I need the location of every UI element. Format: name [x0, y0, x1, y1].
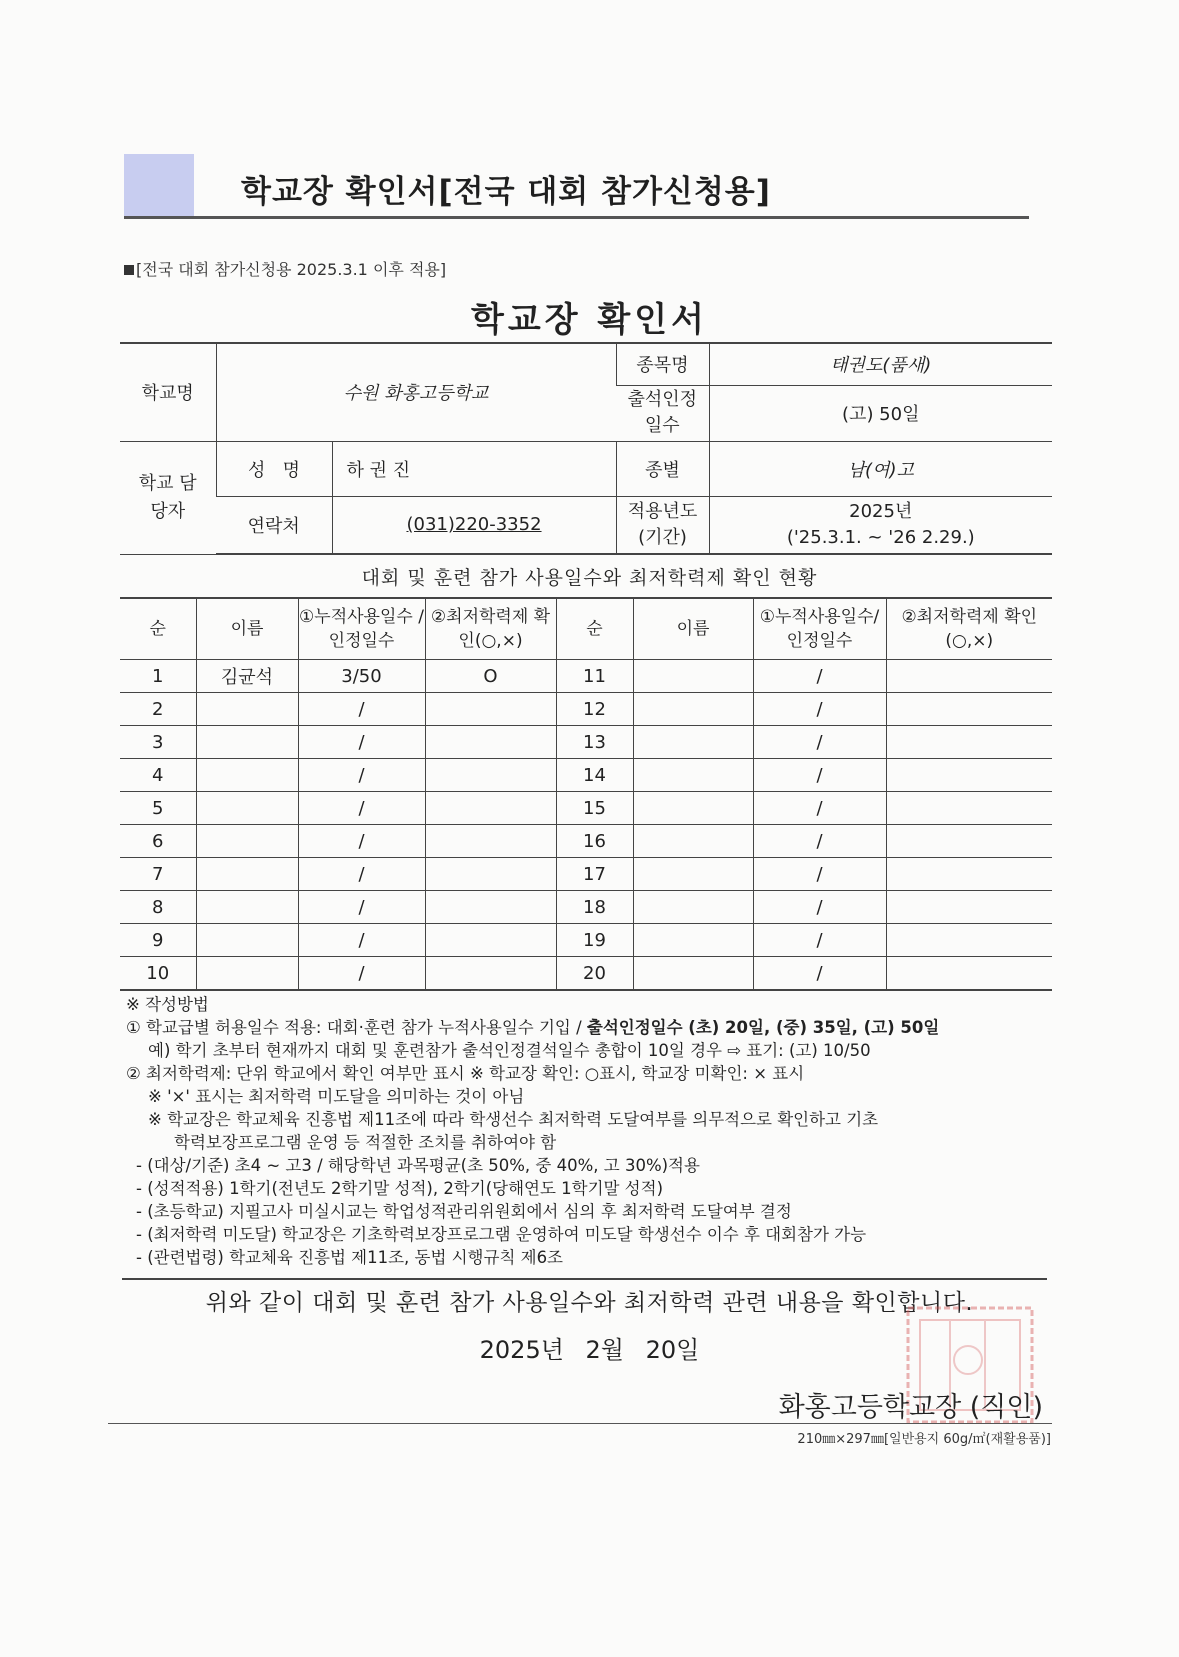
table-row — [120, 858, 1052, 891]
row-no: 4 — [120, 759, 196, 792]
header-check-2: ②최저학력제 확인(○,×) — [886, 598, 1052, 660]
table-row — [120, 759, 1052, 792]
row-days-2: / — [753, 693, 886, 726]
row-check — [425, 924, 556, 957]
principal-signature — [779, 1385, 1043, 1424]
roster-table — [120, 597, 1052, 991]
row-check-2 — [886, 858, 1052, 891]
note-3: ※ '×' 표시는 최저학력 미도달을 의미하는 것이 아님 — [148, 1087, 525, 1106]
row-name-2 — [633, 792, 753, 825]
row-name — [196, 759, 298, 792]
school-label: 학교명 — [120, 343, 216, 441]
row-name-2 — [633, 825, 753, 858]
row-days-2: / — [753, 957, 886, 991]
row-check-2 — [886, 693, 1052, 726]
row-check-2 — [886, 924, 1052, 957]
note-4: ※ 학교장은 학교체육 진흥법 제11조에 따라 학생선수 최저학력 도달여부를 의무적으로 확인하고 기초 — [148, 1110, 879, 1129]
row-name-2 — [633, 660, 753, 693]
row-days-2: / — [753, 726, 886, 759]
row-days-2: / — [753, 924, 886, 957]
square-bullet-icon — [124, 265, 134, 275]
title-banner — [124, 154, 1029, 218]
table-row — [120, 726, 1052, 759]
row-name — [196, 891, 298, 924]
row-days-2: / — [753, 660, 886, 693]
header-name: 이름 — [196, 598, 298, 660]
table-row — [120, 792, 1052, 825]
row-name — [196, 858, 298, 891]
row-days: / — [298, 825, 425, 858]
row-days: / — [298, 792, 425, 825]
row-no: 6 — [120, 825, 196, 858]
event-value: 태권도(품새) — [709, 343, 1052, 385]
attendance-label: 출석인정 일수 — [616, 385, 709, 441]
year-cell — [709, 496, 1052, 554]
header-name-2: 이름 — [633, 598, 753, 660]
banner-underline — [124, 216, 1029, 219]
document-title: 학교장 확인서 — [471, 300, 708, 340]
note-1 — [126, 1016, 1056, 1039]
row-no-2: 20 — [556, 957, 633, 991]
name-label: 성 명 — [216, 441, 332, 496]
table-row — [120, 891, 1052, 924]
row-check — [425, 858, 556, 891]
table-row — [120, 693, 1052, 726]
row-days: / — [298, 693, 425, 726]
school-value: 수원 화홍고등학교 — [216, 343, 616, 441]
table-row — [120, 825, 1052, 858]
row-name — [196, 825, 298, 858]
name-value: 하 권 진 — [332, 441, 616, 496]
issue-date: 2025년 2월 20일 — [479, 1336, 700, 1364]
bottom-divider — [108, 1423, 1052, 1424]
row-days: / — [298, 891, 425, 924]
row-no: 9 — [120, 924, 196, 957]
note-10: - (관련법령) 학교체육 진흥법 제11조, 동법 시행규칙 제6조 — [136, 1248, 563, 1267]
note-6: - (대상/기준) 초4 ~ 고3 / 해당학년 과목평균(초 50%, 중 40%, 고 30%)적용 — [136, 1156, 700, 1175]
row-name-2 — [633, 759, 753, 792]
row-no-2: 14 — [556, 759, 633, 792]
paper-spec: 210㎜×297㎜[일반용지 60g/㎡(재활용품)] — [797, 1432, 1051, 1447]
row-name — [196, 957, 298, 991]
row-days: / — [298, 759, 425, 792]
banner-title: 학교장 확인서[전국 대회 참가신청용] — [241, 174, 771, 210]
note-9: - (최저학력 미도달) 학교장은 기초학력보장프로그램 운영하여 미도달 학생선수 이수 후 대회참가 가능 — [136, 1225, 867, 1244]
row-check-2 — [886, 891, 1052, 924]
header-days-2: ①누적사용일수/ 인정일수 — [753, 598, 886, 660]
row-check: O — [425, 660, 556, 693]
row-name-2 — [633, 726, 753, 759]
header-days: ①누적사용일수 /인정일수 — [298, 598, 425, 660]
manager-label: 학교 담당자 — [120, 441, 216, 554]
info-table — [120, 342, 1052, 555]
instructions — [126, 993, 1056, 1269]
row-name-2 — [633, 891, 753, 924]
gender-value: 남(여)고 — [709, 441, 1052, 496]
notice-line — [124, 257, 446, 280]
header-no: 순 — [120, 598, 196, 660]
attendance-value: (고) 50일 — [709, 385, 1052, 441]
row-name — [196, 924, 298, 957]
row-no-2: 19 — [556, 924, 633, 957]
row-no-2: 17 — [556, 858, 633, 891]
row-check — [425, 825, 556, 858]
row-check — [425, 891, 556, 924]
row-no: 5 — [120, 792, 196, 825]
banner-accent-block — [124, 154, 194, 218]
row-days-2: / — [753, 825, 886, 858]
row-no-2: 13 — [556, 726, 633, 759]
row-no-2: 11 — [556, 660, 633, 693]
contact-label: 연락처 — [216, 496, 332, 554]
row-name: 김균석 — [196, 660, 298, 693]
row-check-2 — [886, 957, 1052, 991]
row-name-2 — [633, 924, 753, 957]
row-check — [425, 792, 556, 825]
row-name-2 — [633, 957, 753, 991]
year-label: 적용년도 (기간) — [616, 496, 709, 554]
row-name — [196, 792, 298, 825]
seal-label: (직인) — [969, 1392, 1043, 1423]
section-title: 대회 및 훈련 참가 사용일수와 최저학력제 확인 현황 — [361, 567, 818, 589]
contact-value: (031)220-3352 — [332, 496, 616, 554]
note-5: 학력보장프로그램 운영 등 적절한 조치를 취하여야 함 — [174, 1133, 557, 1152]
row-check-2 — [886, 792, 1052, 825]
row-check — [425, 957, 556, 991]
period-value: ('25.3.1. ~ '26 2.29.) — [786, 526, 975, 548]
note-1-bold: 출석인정일수 (초) 20일, (중) 35일, (고) 50일 — [586, 1018, 940, 1037]
row-no: 10 — [120, 957, 196, 991]
table-row — [120, 660, 1052, 693]
year-value: 2025년 — [849, 500, 913, 522]
row-check-2 — [886, 660, 1052, 693]
row-days-2: / — [753, 792, 886, 825]
note-8: - (초등학교) 지필고사 미실시교는 학업성적관리위원회에서 심의 후 최저학력 도달여부 결정 — [136, 1202, 792, 1221]
row-days: 3/50 — [298, 660, 425, 693]
event-label: 종목명 — [616, 343, 709, 385]
row-name — [196, 693, 298, 726]
row-days-2: / — [753, 759, 886, 792]
row-no: 7 — [120, 858, 196, 891]
notice-text: [전국 대회 참가신청용 2025.3.1 이후 적용] — [136, 260, 447, 279]
gender-label: 종별 — [616, 441, 709, 496]
note-2: ② 최저학력제: 단위 학교에서 확인 여부만 표시 ※ 학교장 확인: ○표시, 학교장 미확인: × 표시 — [126, 1064, 805, 1083]
row-check-2 — [886, 759, 1052, 792]
row-days-2: / — [753, 891, 886, 924]
row-no: 1 — [120, 660, 196, 693]
table-row — [120, 957, 1052, 991]
row-no: 2 — [120, 693, 196, 726]
row-days: / — [298, 726, 425, 759]
header-check: ②최저학력제 확인(○,×) — [425, 598, 556, 660]
row-check-2 — [886, 726, 1052, 759]
row-no-2: 15 — [556, 792, 633, 825]
table-row — [120, 924, 1052, 957]
note-1-example: 예) 학기 초부터 현재까지 대회 및 훈련참가 출석인정결석일수 총합이 10일 경우 ⇨ 표기: (고) 10/50 — [148, 1041, 871, 1060]
row-check — [425, 693, 556, 726]
row-days: / — [298, 924, 425, 957]
closing-statement: 위와 같이 대회 및 훈련 참가 사용일수와 최저학력 관련 내용을 확인합니다. — [205, 1290, 974, 1316]
row-no: 8 — [120, 891, 196, 924]
row-days: / — [298, 858, 425, 891]
notes-heading: ※ 작성방법 — [126, 995, 209, 1014]
row-name — [196, 726, 298, 759]
row-days-2: / — [753, 858, 886, 891]
row-name-2 — [633, 693, 753, 726]
row-no-2: 16 — [556, 825, 633, 858]
note-1-text: ① 학교급별 허용일수 적용: 대회·훈련 참가 누적사용일수 기입 / — [126, 1018, 582, 1037]
principal-name: 화홍고등학교장 — [778, 1392, 962, 1423]
row-check — [425, 726, 556, 759]
row-check-2 — [886, 825, 1052, 858]
row-days: / — [298, 957, 425, 991]
row-no: 3 — [120, 726, 196, 759]
row-no-2: 12 — [556, 693, 633, 726]
row-no-2: 18 — [556, 891, 633, 924]
header-no-2: 순 — [556, 598, 633, 660]
row-check — [425, 759, 556, 792]
row-name-2 — [633, 858, 753, 891]
closing-divider — [122, 1278, 1047, 1280]
note-7: - (성적적용) 1학기(전년도 2학기말 성적), 2학기(당해연도 1학기말 성적) — [136, 1179, 664, 1198]
